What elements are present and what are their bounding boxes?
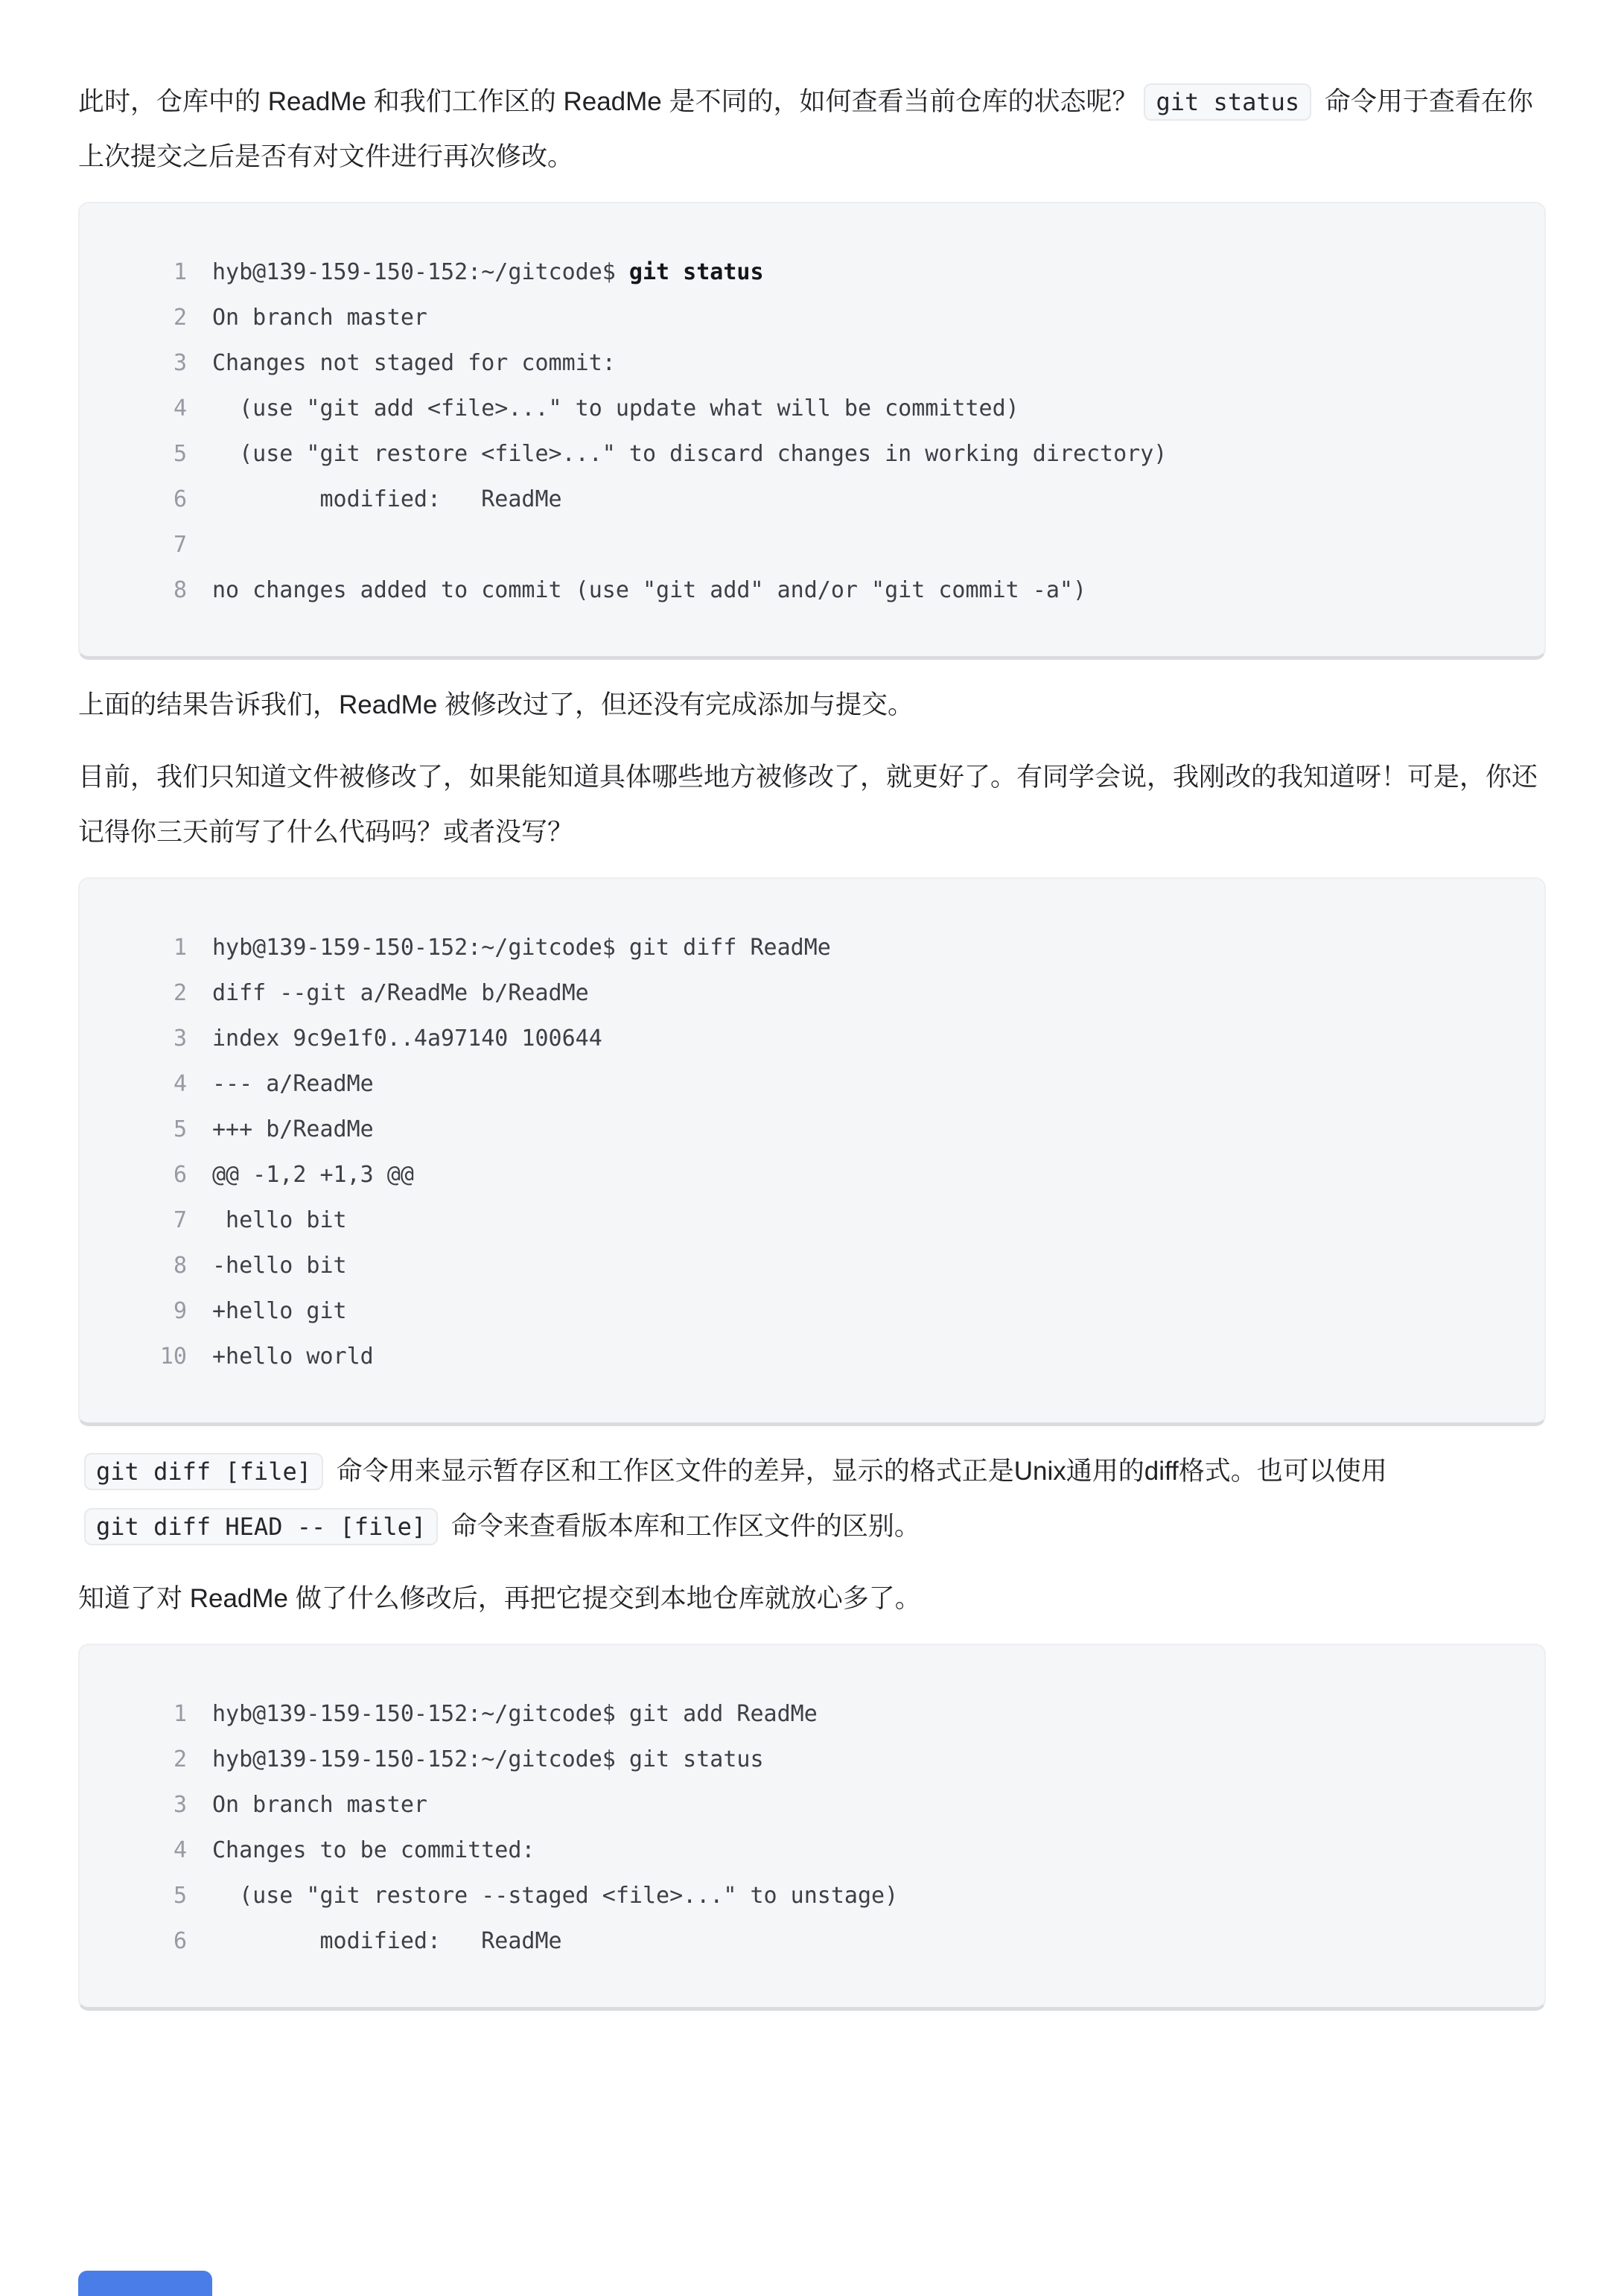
- line-number: 3: [173, 350, 187, 376]
- code-segment: hello bit: [212, 1207, 347, 1233]
- code-line: [106, 1873, 1515, 1918]
- paragraph-text: 上面的结果告诉我们，ReadMe 被修改过了，但还没有完成添加与提交。: [78, 690, 914, 719]
- code-line-text: [212, 295, 427, 340]
- code-line-text: [212, 1061, 374, 1107]
- line-number: 1: [173, 259, 187, 285]
- code-block: [78, 1644, 1546, 2011]
- code-segment: (use "git restore --staged <file>..." to unstage): [212, 1883, 899, 1909]
- paragraph: [78, 750, 1546, 860]
- line-number: 3: [173, 1025, 187, 1052]
- line-number: 2: [173, 1746, 187, 1772]
- code-segment: +hello git: [212, 1298, 347, 1324]
- code-segment: +hello world: [212, 1343, 374, 1370]
- code-line: [106, 295, 1515, 340]
- code-segment: modified: ReadMe: [212, 486, 562, 512]
- code-segment: --- a/ReadMe: [212, 1071, 374, 1097]
- code-block: [78, 877, 1546, 1426]
- code-line: [106, 1107, 1515, 1152]
- inline-code: git diff HEAD -- [file]: [84, 1508, 438, 1545]
- paragraph-text: 知道了对 ReadMe 做了什么修改后，再把它提交到本地仓库就放心多了。: [78, 1584, 921, 1613]
- code-line-text: [212, 1107, 374, 1152]
- code-line-text: [212, 340, 616, 386]
- code-line: [106, 1334, 1515, 1379]
- code-segment: +++ b/ReadMe: [212, 1116, 374, 1142]
- code-line: [106, 970, 1515, 1016]
- paragraph-text: 命令用来显示暂存区和工作区文件的差异，显示的格式正是Unix通用的diff格式。也可以使用: [328, 1457, 1387, 1486]
- line-number: 1: [173, 935, 187, 961]
- line-number: 9: [173, 1298, 187, 1324]
- paragraph-text: 目前，我们只知道文件被修改了，如果能知道具体哪些地方被修改了，就更好了。有同学会说，我刚改的我知道呀！可是，你还记得你三天前写了什么代码吗？或者没写？: [78, 763, 1538, 847]
- code-block: [78, 202, 1546, 660]
- code-line: [106, 1152, 1515, 1198]
- inline-code: git status: [1144, 83, 1311, 121]
- partial-blue-element: [78, 2271, 212, 2296]
- code-line: [106, 1061, 1515, 1107]
- code-segment: no changes added to commit (use "git add" and/or "git commit -a"): [212, 577, 1086, 603]
- code-line: [106, 1828, 1515, 1873]
- code-line-text: [212, 567, 1086, 613]
- code-line: [106, 567, 1515, 613]
- paragraph: [78, 74, 1546, 185]
- line-number: 6: [173, 1162, 187, 1188]
- code-line: [106, 386, 1515, 431]
- code-line-text: [212, 1782, 427, 1828]
- code-line-text: [212, 1691, 818, 1737]
- code-segment: (use "git add <file>..." to update what will be committed): [212, 395, 1019, 422]
- code-line: [106, 431, 1515, 477]
- code-line-text: [212, 1737, 764, 1782]
- code-line: [106, 522, 1515, 567]
- code-line-text: [212, 1334, 374, 1379]
- code-line: [106, 925, 1515, 970]
- line-number: 5: [173, 441, 187, 467]
- code-line-text: [212, 1918, 562, 1964]
- code-line: [106, 1691, 1515, 1737]
- code-segment: modified: ReadMe: [212, 1928, 562, 1954]
- code-line-text: [212, 431, 1167, 477]
- code-line-text: [212, 1198, 347, 1243]
- paragraph: [78, 678, 1546, 733]
- code-segment: On branch master: [212, 1792, 427, 1818]
- line-number: 5: [173, 1883, 187, 1909]
- code-segment: hyb@139-159-150-152:~/gitcode$ git status: [212, 1746, 764, 1772]
- code-segment: hyb@139-159-150-152:~/gitcode$ git add ReadMe: [212, 1701, 818, 1727]
- paragraph: [78, 1444, 1546, 1554]
- code-line-text: [212, 1243, 347, 1288]
- line-number: 5: [173, 1116, 187, 1142]
- code-line: [106, 1918, 1515, 1964]
- code-segment: (use "git restore <file>..." to discard changes in working directory): [212, 441, 1168, 467]
- code-segment: index 9c9e1f0..4a97140 100644: [212, 1025, 602, 1052]
- paragraph-text: 命令来查看版本库和工作区文件的区别。: [444, 1512, 920, 1541]
- line-number: 2: [173, 980, 187, 1006]
- line-number: 10: [159, 1343, 187, 1370]
- code-line: [106, 1016, 1515, 1061]
- code-segment: diff --git a/ReadMe b/ReadMe: [212, 980, 589, 1006]
- line-number: 4: [173, 395, 187, 422]
- code-line-text: [212, 1288, 347, 1334]
- paragraph-text: 此时，仓库中的 ReadMe 和我们工作区的 ReadMe 是不同的，如何查看当前仓库的状态呢？: [78, 87, 1139, 116]
- line-number: 8: [173, 1253, 187, 1279]
- line-number: 6: [173, 1928, 187, 1954]
- line-number: 8: [173, 577, 187, 603]
- code-line: [106, 1782, 1515, 1828]
- code-segment: hyb@139-159-150-152:~/gitcode$: [212, 259, 629, 285]
- inline-code: git diff [file]: [84, 1453, 323, 1490]
- line-number: 7: [173, 1207, 187, 1233]
- code-segment: Changes to be committed:: [212, 1837, 535, 1863]
- code-line-text: [212, 1016, 602, 1061]
- line-number: 4: [173, 1071, 187, 1097]
- code-line-text: [212, 1873, 898, 1918]
- code-line-text: [212, 477, 562, 522]
- line-number: 1: [173, 1701, 187, 1727]
- line-number: 7: [173, 532, 187, 558]
- code-line-text: [212, 386, 1019, 431]
- code-segment: @@ -1,2 +1,3 @@: [212, 1162, 414, 1188]
- code-line-text: [212, 970, 589, 1016]
- code-line: [106, 1288, 1515, 1334]
- paragraph-text: 命令用于查看在你上次提交之后是否有对文件进行再次修改。: [78, 87, 1533, 171]
- line-number: 4: [173, 1837, 187, 1863]
- code-line-text: [212, 249, 764, 295]
- line-number: 2: [173, 305, 187, 331]
- code-line: [106, 1243, 1515, 1288]
- code-line: [106, 249, 1515, 295]
- code-command-bold: git status: [628, 259, 764, 285]
- code-segment: Changes not staged for commit:: [212, 350, 616, 376]
- code-segment: On branch master: [212, 305, 427, 331]
- code-line-text: [212, 925, 831, 970]
- code-segment: hyb@139-159-150-152:~/gitcode$ git diff ReadMe: [212, 935, 831, 961]
- code-segment: -hello bit: [212, 1253, 347, 1279]
- code-line: [106, 340, 1515, 386]
- code-line: [106, 477, 1515, 522]
- code-line-text: [212, 1152, 414, 1198]
- code-line: [106, 1198, 1515, 1243]
- code-line-text: [212, 1828, 535, 1873]
- line-number: 6: [173, 486, 187, 512]
- paragraph: [78, 1571, 1546, 1626]
- line-number: 3: [173, 1792, 187, 1818]
- code-line: [106, 1737, 1515, 1782]
